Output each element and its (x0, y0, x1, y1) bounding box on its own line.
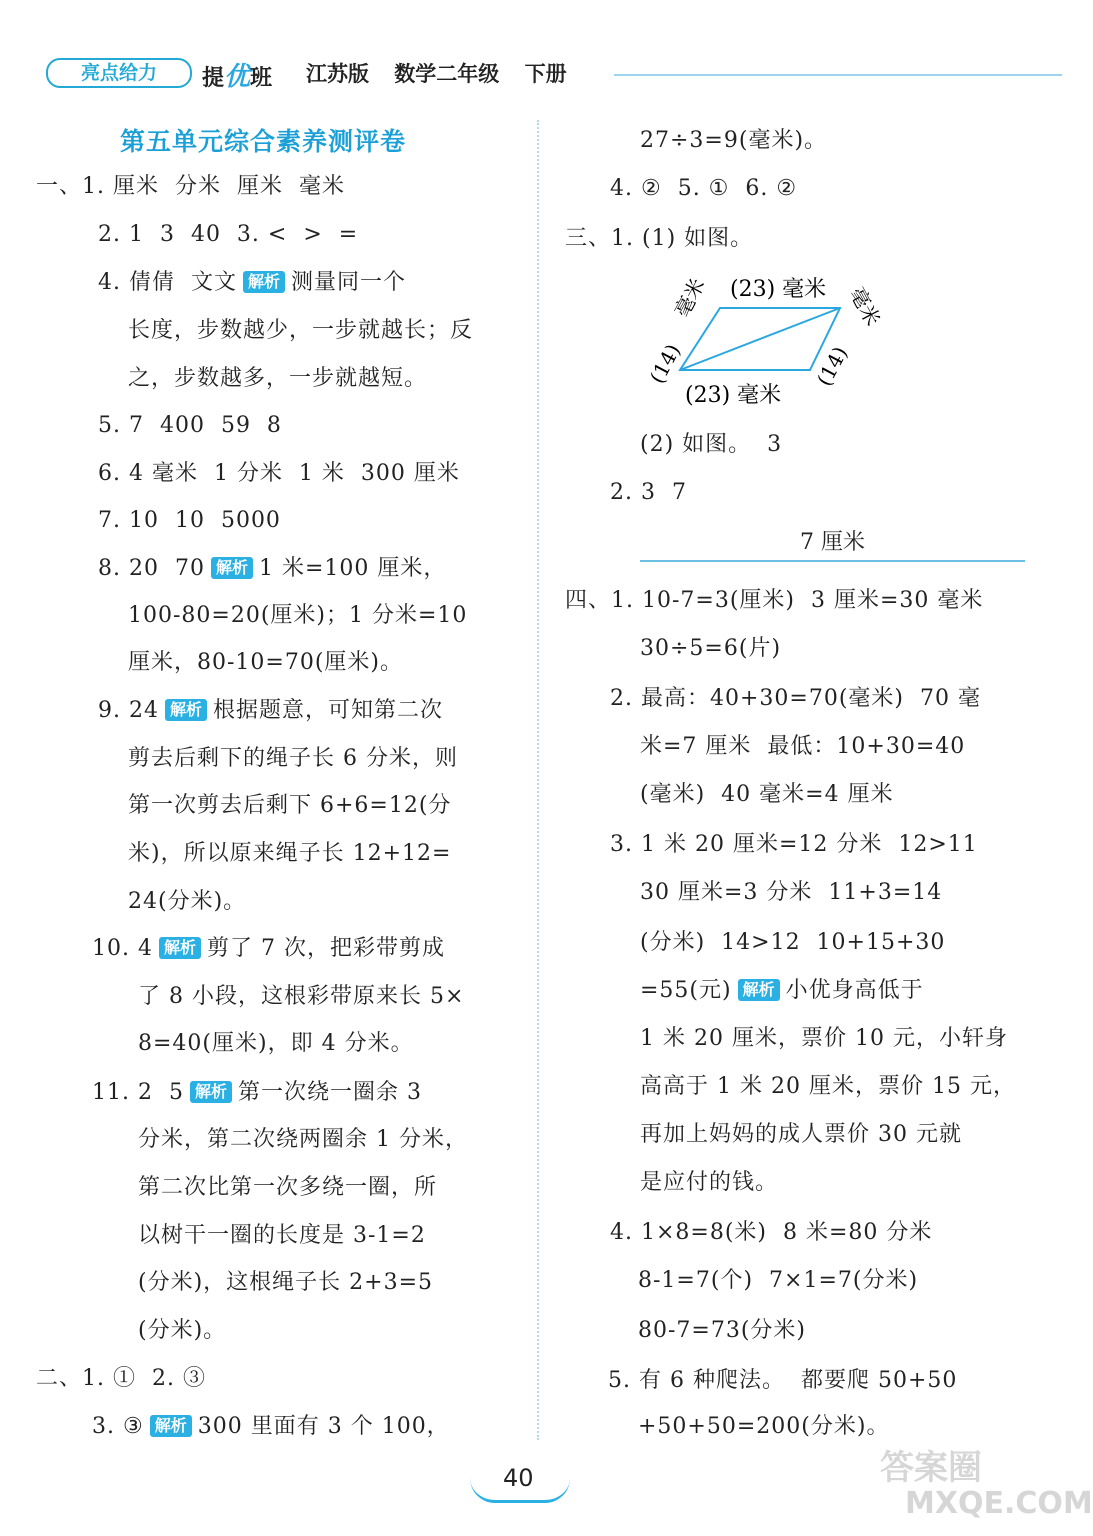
left-line (138, 1125, 468, 1155)
right-line (640, 126, 827, 156)
line-text: 分米，第二次绕两圈余 1 分米， (138, 1127, 468, 1152)
right-line (565, 224, 753, 254)
left-line (98, 459, 460, 489)
right-line (640, 634, 781, 664)
line-text: (分米)。 (138, 1318, 227, 1343)
brand-name (202, 56, 272, 93)
line-text: +50+50=200(分米)。 (638, 1414, 890, 1439)
line-text: 100-80=20(厘米)；1 分米=10 (128, 603, 468, 628)
explain-tag: 解析 (243, 271, 285, 293)
header-rule (614, 74, 1062, 76)
line-text: 2. 3 7 (610, 480, 687, 505)
diagonal-line (680, 308, 840, 370)
column-divider (537, 120, 539, 1440)
explain-tag: 解析 (159, 937, 201, 959)
left-line (92, 1078, 422, 1108)
left-line (128, 887, 246, 917)
line-text: 8. 20 70 (98, 556, 205, 581)
right-line (610, 830, 978, 860)
line-text: 厘米，80-10=70(厘米)。 (128, 650, 404, 675)
explain-tag: 解析 (165, 699, 207, 721)
left-line (128, 601, 467, 631)
series-badge: 亮点给力 (46, 58, 192, 88)
line-text: 2. 1 3 40 3. < > = (98, 222, 359, 247)
right-line (638, 1412, 889, 1442)
left-line (36, 1364, 206, 1394)
label-right-num: (14) (811, 342, 853, 390)
line-text: 1 米 20 厘米，票价 10 元，小轩身 (640, 1026, 1008, 1051)
brand-part-1: 提 (202, 66, 225, 91)
line-text: 11. 2 5 (92, 1080, 184, 1105)
right-line (640, 1168, 778, 1198)
line-text: 8=40(厘米)，即 4 分米。 (138, 1031, 414, 1056)
right-line (610, 1218, 932, 1248)
line-text: 长度，步数越少，一步就越长；反 (128, 318, 474, 343)
right-line (640, 1120, 962, 1150)
explain-text: 测量同一个 (291, 270, 407, 295)
parallelogram-figure (630, 268, 900, 418)
left-line (36, 172, 345, 202)
line-text: 4. 1×8=8(米) 8 米=80 分米 (610, 1220, 933, 1245)
line-text: 8-1=7(个) 7×1=7(分米) (638, 1268, 919, 1293)
right-line (640, 878, 942, 908)
line-text: 9. 24 (98, 698, 159, 723)
explain-text: 根据题意，可知第二次 (213, 698, 444, 723)
left-line (128, 316, 473, 346)
left-line (98, 220, 358, 250)
left-line (128, 791, 451, 821)
line-text: 米=7 厘米 最低：10+30=40 (640, 734, 966, 759)
right-line (640, 780, 894, 810)
explain-text: 剪了 7 次，把彩带剪成 (207, 936, 445, 961)
line-text: (分米) 14>12 10+15+30 (640, 930, 946, 955)
right-line (640, 732, 965, 762)
label-left-num: (14) (644, 339, 686, 388)
line-text: 再加上妈妈的成人票价 30 元就 (640, 1122, 962, 1147)
line-text: =55(元) (640, 978, 732, 1003)
watermark-url: MXQE.COM (905, 1486, 1093, 1521)
line-text: 二、1. ① 2. ③ (36, 1366, 206, 1391)
left-line (138, 982, 464, 1012)
label-left-unit: 毫米 (669, 274, 710, 321)
page-number: 40 (503, 1464, 534, 1492)
line-text: 2. 最高：40+30=70(毫米) 70 毫 (610, 686, 981, 711)
book-info: 江苏版 数学二年级 下册 (306, 62, 567, 86)
left-line (138, 1221, 426, 1251)
line-text: 10. 4 (92, 936, 153, 961)
right-line (640, 1072, 1016, 1102)
watermark-text: 答案圈 (880, 1448, 982, 1488)
page-title: 第五单元综合素养测评卷 (120, 127, 407, 156)
left-line (138, 1316, 226, 1346)
line-text: 以树干一圈的长度是 3-1=2 (138, 1223, 426, 1248)
line-text: 剪去后剩下的绳子长 6 分米，则 (128, 746, 458, 771)
explain-text: 小优身高低于 (785, 978, 924, 1003)
label-bottom: (23) 毫米 (685, 383, 782, 408)
line-text: 之，步数越多，一步就越短。 (128, 366, 428, 391)
line-text: 是应付的钱。 (640, 1170, 779, 1195)
line-text: 3. 1 米 20 厘米=12 分米 12>11 (610, 832, 978, 857)
section-rule (640, 560, 1025, 562)
left-line (92, 934, 445, 964)
line-text: 5. 有 6 种爬法。 都要爬 50+50 (608, 1368, 958, 1393)
line-text: 第一次剪去后剩下 6+6=12(分 (128, 793, 452, 818)
line-text: 80-7=73(分米) (638, 1318, 807, 1343)
explain-tag: 解析 (738, 979, 780, 1001)
label-right-unit: 毫米 (845, 283, 886, 330)
page-number-arc (470, 1478, 570, 1503)
line-text: 24(分米)。 (128, 889, 247, 914)
right-line (610, 174, 797, 204)
line-text: 一、1. 厘米 分米 厘米 毫米 (36, 174, 345, 199)
explain-text: 1 米=100 厘米， (258, 556, 447, 581)
line-text: (分米)，这根绳子长 2+3=5 (138, 1270, 434, 1295)
right-line (640, 1024, 1008, 1054)
left-line (98, 696, 443, 726)
left-line (98, 268, 406, 298)
line-text: 3. ③ (92, 1414, 144, 1439)
right-line (638, 1316, 806, 1346)
line-text: 27÷3=9(毫米)。 (640, 128, 828, 153)
left-line (138, 1029, 414, 1059)
explain-text: 第一次绕一圈余 3 (237, 1080, 422, 1105)
right-line (640, 430, 782, 460)
line-text: 米)，所以原来绳子长 12+12= (128, 841, 452, 866)
left-line (128, 648, 403, 678)
left-line (128, 839, 451, 869)
explain-tag: 解析 (190, 1081, 232, 1103)
section-box-label: 7 厘米 (800, 530, 865, 555)
line-text: 30÷5=6(片) (640, 636, 782, 661)
left-line (128, 744, 458, 774)
line-text: 7. 10 10 5000 (98, 508, 281, 533)
page-header (36, 54, 1026, 90)
left-line (128, 364, 427, 394)
left-line (92, 1412, 450, 1442)
brand-part-3: 班 (250, 66, 273, 91)
line-text: (毫米) 40 毫米=4 厘米 (640, 782, 894, 807)
left-line (98, 554, 446, 584)
line-text: (2) 如图。 3 (640, 432, 783, 457)
line-text: 第二次比第一次多绕一圈，所 (138, 1175, 438, 1200)
brand-part-2: 优 (224, 62, 251, 92)
line-text: 5. 7 400 59 8 (98, 413, 282, 438)
left-line (138, 1268, 433, 1298)
line-text: 6. 4 毫米 1 分米 1 米 300 厘米 (98, 461, 460, 486)
left-line (98, 411, 282, 441)
explain-text: 300 里面有 3 个 100， (197, 1414, 450, 1439)
label-top: (23) 毫米 (730, 277, 827, 302)
line-text: 三、1. (1) 如图。 (565, 226, 754, 251)
right-line (640, 928, 945, 958)
line-text: 4. 倩倩 文文 (98, 270, 237, 295)
line-text: 了 8 小段，这根彩带原来长 5× (138, 984, 465, 1009)
line-text: 四、1. 10-7=3(厘米) 3 厘米=30 毫米 (565, 588, 984, 613)
right-line (608, 1366, 957, 1396)
right-line (610, 478, 687, 508)
explain-tag: 解析 (150, 1415, 192, 1437)
line-text: 高高于 1 米 20 厘米，票价 15 元， (640, 1074, 1016, 1099)
line-text: 30 厘米=3 分米 11+3=14 (640, 880, 943, 905)
left-line (138, 1173, 437, 1203)
explain-tag: 解析 (211, 557, 253, 579)
right-line (565, 586, 983, 616)
left-line (98, 506, 281, 536)
line-text: 4. ② 5. ① 6. ② (610, 176, 798, 201)
right-line (610, 684, 981, 714)
right-line (640, 976, 924, 1006)
right-line (638, 1266, 918, 1296)
